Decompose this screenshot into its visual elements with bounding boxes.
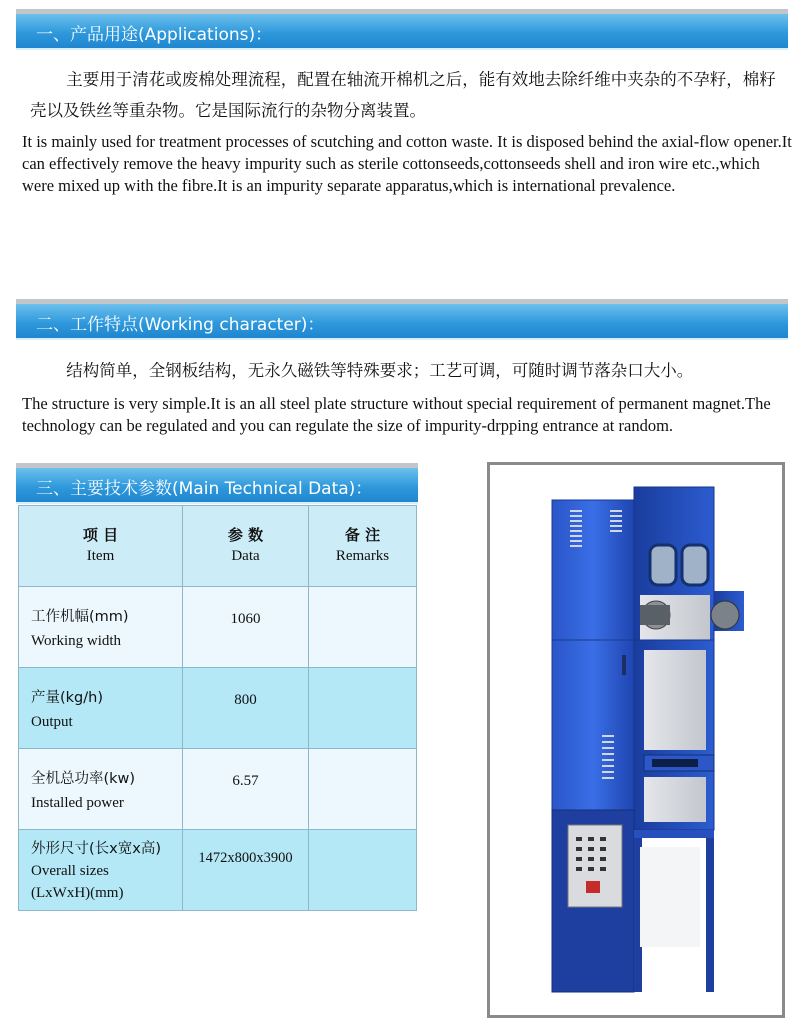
heading-text: 三、主要技术参数(Main Technical Data)： — [36, 479, 373, 499]
working-cn-paragraph: 结构简单，全钢板结构，无永久磁铁等特殊要求；工艺可调，可随时调节落杂口大小。 — [66, 361, 694, 380]
impurity-separator-machine-illustration — [490, 465, 782, 1015]
table-row — [19, 668, 417, 749]
column-header-remarks — [309, 506, 417, 587]
item-en: Working width — [31, 633, 122, 649]
section-heading-technical-data — [16, 468, 418, 504]
table-row — [19, 587, 417, 668]
column-header-en: Remarks — [335, 548, 390, 564]
item-en: Output — [31, 714, 73, 730]
table-row — [19, 749, 417, 830]
item-en: Installed power — [31, 795, 124, 811]
applications-cn-paragraph: 主要用于清花或废棉处理流程，配置在轴流开棉机之后，能有效地去除纤维中夹杂的不孕籽，棉籽壳以及铁丝等重杂物。它是国际流行的杂物分离装置。 — [30, 70, 776, 120]
data-value: 1060 — [230, 611, 261, 627]
heading-text: 一、产品用途(Applications)： — [36, 25, 273, 45]
column-header-en: Item — [86, 548, 115, 564]
column-header-en: Data — [231, 548, 260, 564]
machine-photo — [487, 462, 785, 1018]
working-en-paragraph: The structure is very simple.It is an all steel plate structure without special requirement of permanent magnet.The technology can be regulated and you can regulate the size of impurity-drpping entrance at random. — [22, 394, 771, 435]
item-en: Overall sizes (LxWxH)(mm) — [31, 863, 124, 901]
table-row — [19, 830, 417, 911]
item-cn: 全机总功率(kw) — [31, 771, 136, 787]
item-cn: 产量(kg/h) — [31, 690, 103, 706]
data-value: 800 — [234, 692, 257, 708]
column-header-data — [183, 506, 309, 587]
table-header-row — [19, 506, 417, 587]
data-value: 6.57 — [232, 773, 259, 789]
column-header-item — [19, 506, 183, 587]
item-cn: 工作机幅(mm) — [31, 609, 129, 625]
section-heading-working-character — [16, 304, 788, 340]
data-value: 1472x800x3900 — [198, 850, 293, 866]
section-heading-applications — [16, 14, 788, 50]
technical-data-table — [18, 505, 417, 911]
applications-en-paragraph: It is mainly used for treatment processes of scutching and cotton waste. It is disposed behind the axial-flow opener.It can effectively remove the heavy impurity such as sterile cottonseeds,cottonseeds shell and iron wire etc.,which were mixed up with the fibre.It is an impurity separate apparatus,which is international prevalence. — [22, 132, 792, 195]
column-header-cn: 备 注 — [344, 526, 381, 544]
column-header-cn: 参 数 — [227, 526, 264, 544]
item-cn: 外形尺寸(长x宽x高) — [31, 841, 161, 857]
column-header-cn: 项 目 — [82, 526, 119, 544]
heading-text: 二、工作特点(Working character)： — [36, 315, 325, 335]
